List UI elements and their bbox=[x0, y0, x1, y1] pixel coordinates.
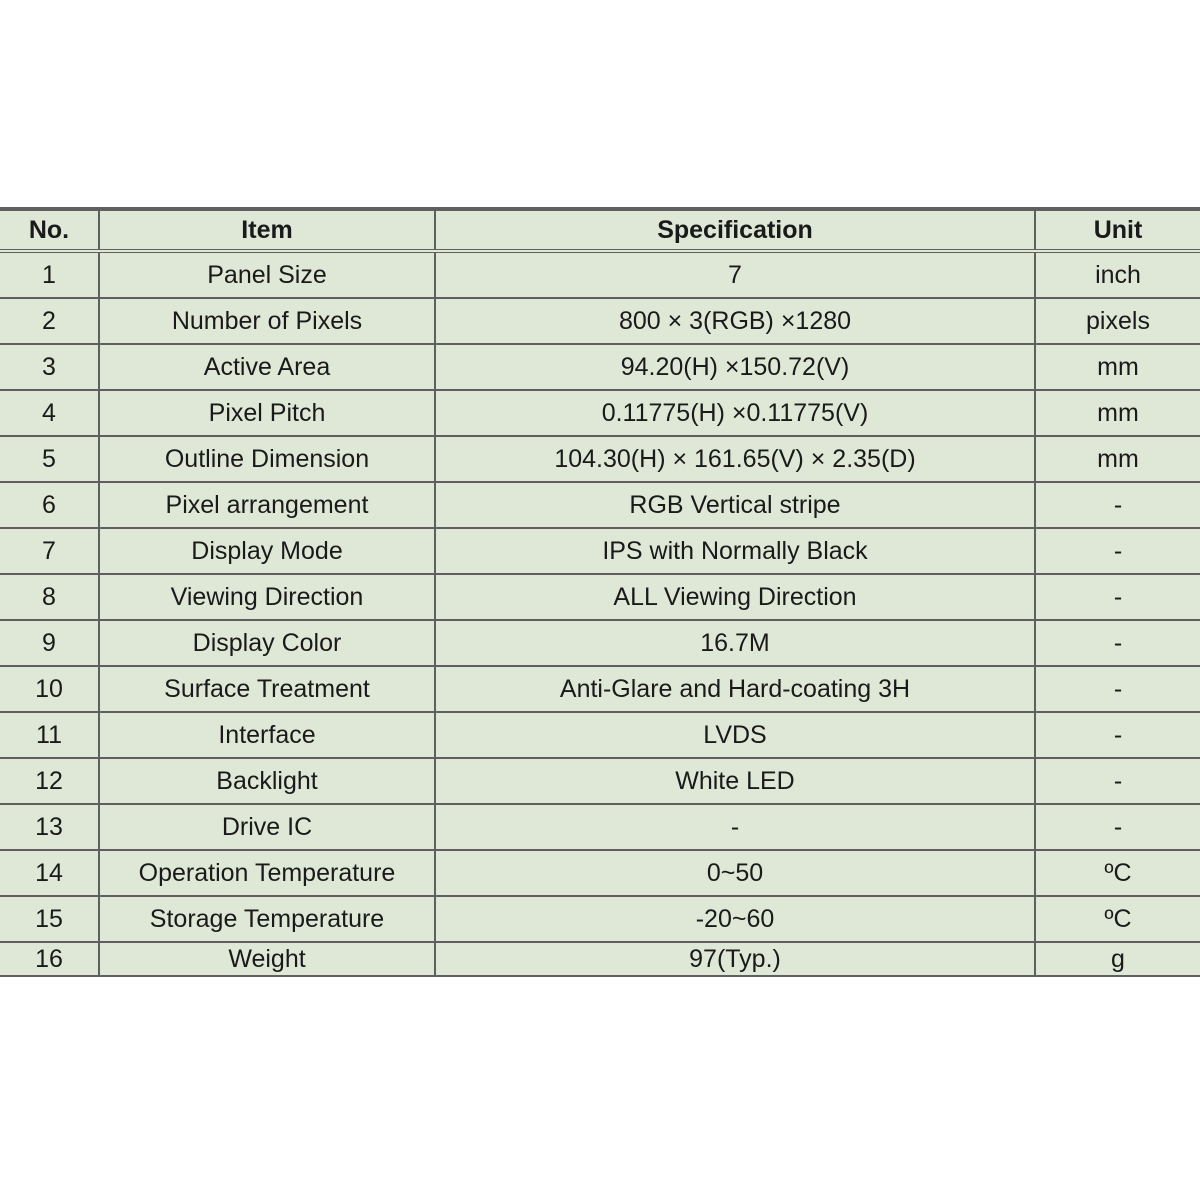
cell-unit: mm bbox=[1035, 390, 1200, 436]
cell-unit: - bbox=[1035, 712, 1200, 758]
cell-unit: ºC bbox=[1035, 896, 1200, 942]
table-row bbox=[0, 436, 1200, 482]
header-item: Item bbox=[99, 209, 435, 251]
cell-spec: White LED bbox=[435, 758, 1035, 804]
cell-no: 1 bbox=[0, 251, 99, 298]
cell-spec: Anti-Glare and Hard-coating 3H bbox=[435, 666, 1035, 712]
cell-unit: mm bbox=[1035, 436, 1200, 482]
table-row bbox=[0, 666, 1200, 712]
table-row bbox=[0, 298, 1200, 344]
cell-spec: 7 bbox=[435, 251, 1035, 298]
cell-unit: - bbox=[1035, 482, 1200, 528]
cell-no: 12 bbox=[0, 758, 99, 804]
cell-spec: 0~50 bbox=[435, 850, 1035, 896]
cell-spec: RGB Vertical stripe bbox=[435, 482, 1035, 528]
header-unit: Unit bbox=[1035, 209, 1200, 251]
cell-spec: 94.20(H) ×150.72(V) bbox=[435, 344, 1035, 390]
table-row bbox=[0, 251, 1200, 298]
cell-no: 16 bbox=[0, 942, 99, 976]
table-row bbox=[0, 620, 1200, 666]
cell-no: 6 bbox=[0, 482, 99, 528]
table-row bbox=[0, 528, 1200, 574]
cell-no: 7 bbox=[0, 528, 99, 574]
cell-item: Number of Pixels bbox=[99, 298, 435, 344]
table-row bbox=[0, 344, 1200, 390]
cell-item: Panel Size bbox=[99, 251, 435, 298]
cell-spec: -20~60 bbox=[435, 896, 1035, 942]
cell-unit: - bbox=[1035, 574, 1200, 620]
cell-item: Pixel Pitch bbox=[99, 390, 435, 436]
cell-unit: - bbox=[1035, 758, 1200, 804]
cell-no: 15 bbox=[0, 896, 99, 942]
cell-unit: pixels bbox=[1035, 298, 1200, 344]
cell-item: Weight bbox=[99, 942, 435, 976]
cell-spec: 0.11775(H) ×0.11775(V) bbox=[435, 390, 1035, 436]
cell-unit: ºC bbox=[1035, 850, 1200, 896]
cell-spec: 104.30(H) × 161.65(V) × 2.35(D) bbox=[435, 436, 1035, 482]
table-row bbox=[0, 942, 1200, 976]
cell-unit: - bbox=[1035, 804, 1200, 850]
table-row bbox=[0, 390, 1200, 436]
cell-unit: mm bbox=[1035, 344, 1200, 390]
cell-unit: inch bbox=[1035, 251, 1200, 298]
cell-spec: 97(Typ.) bbox=[435, 942, 1035, 976]
table-row bbox=[0, 712, 1200, 758]
table-row bbox=[0, 850, 1200, 896]
cell-spec: ALL Viewing Direction bbox=[435, 574, 1035, 620]
cell-unit: - bbox=[1035, 666, 1200, 712]
cell-item: Storage Temperature bbox=[99, 896, 435, 942]
cell-item: Display Color bbox=[99, 620, 435, 666]
cell-no: 9 bbox=[0, 620, 99, 666]
cell-unit: g bbox=[1035, 942, 1200, 976]
header-no: No. bbox=[0, 209, 99, 251]
cell-item: Viewing Direction bbox=[99, 574, 435, 620]
cell-no: 8 bbox=[0, 574, 99, 620]
cell-spec: 800 × 3(RGB) ×1280 bbox=[435, 298, 1035, 344]
cell-item: Backlight bbox=[99, 758, 435, 804]
cell-spec: - bbox=[435, 804, 1035, 850]
cell-item: Surface Treatment bbox=[99, 666, 435, 712]
cell-no: 11 bbox=[0, 712, 99, 758]
cell-spec: LVDS bbox=[435, 712, 1035, 758]
cell-no: 5 bbox=[0, 436, 99, 482]
table-row bbox=[0, 804, 1200, 850]
table-row bbox=[0, 574, 1200, 620]
table-header-row bbox=[0, 209, 1200, 251]
cell-no: 14 bbox=[0, 850, 99, 896]
cell-item: Interface bbox=[99, 712, 435, 758]
cell-item: Drive IC bbox=[99, 804, 435, 850]
cell-no: 10 bbox=[0, 666, 99, 712]
header-specification: Specification bbox=[435, 209, 1035, 251]
cell-no: 2 bbox=[0, 298, 99, 344]
cell-item: Active Area bbox=[99, 344, 435, 390]
cell-unit: - bbox=[1035, 620, 1200, 666]
table-row bbox=[0, 482, 1200, 528]
cell-unit: - bbox=[1035, 528, 1200, 574]
specification-table bbox=[0, 207, 1200, 977]
cell-no: 13 bbox=[0, 804, 99, 850]
table-row bbox=[0, 896, 1200, 942]
cell-item: Operation Temperature bbox=[99, 850, 435, 896]
table-row bbox=[0, 758, 1200, 804]
cell-item: Display Mode bbox=[99, 528, 435, 574]
cell-spec: 16.7M bbox=[435, 620, 1035, 666]
cell-item: Pixel arrangement bbox=[99, 482, 435, 528]
cell-no: 4 bbox=[0, 390, 99, 436]
cell-item: Outline Dimension bbox=[99, 436, 435, 482]
cell-no: 3 bbox=[0, 344, 99, 390]
cell-spec: IPS with Normally Black bbox=[435, 528, 1035, 574]
